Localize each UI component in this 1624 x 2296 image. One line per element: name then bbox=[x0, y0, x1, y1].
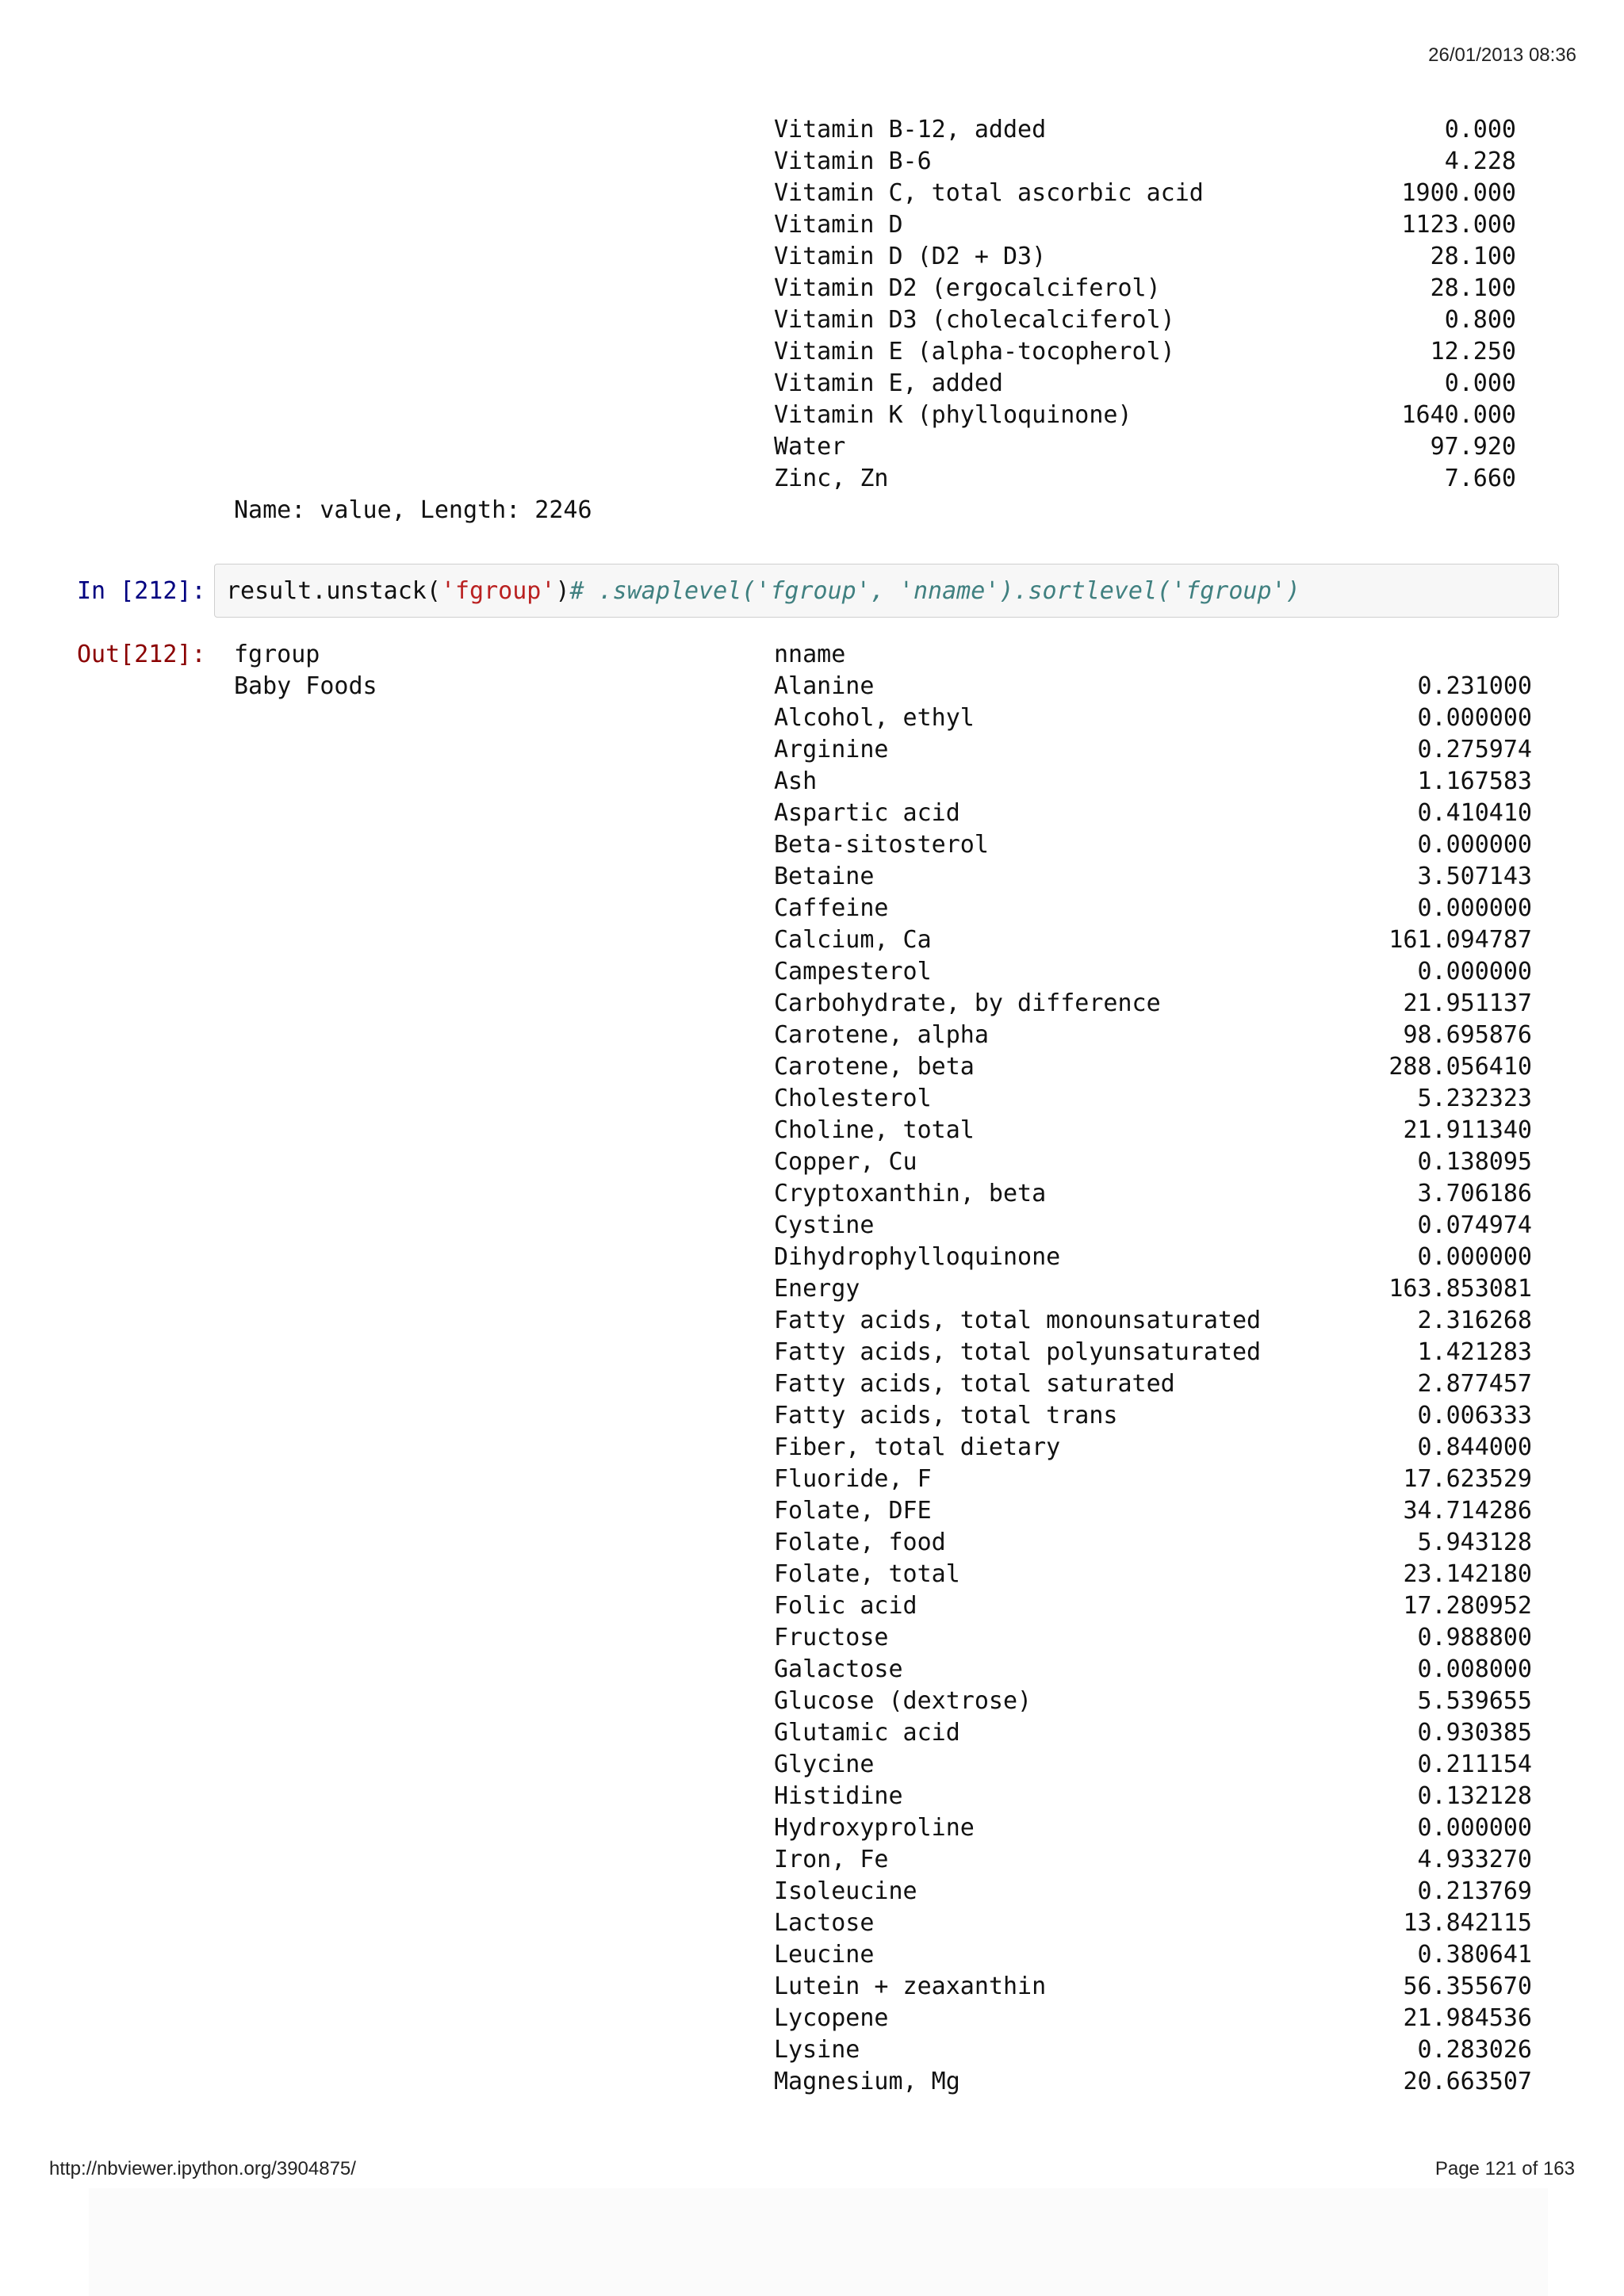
row-value: 2.316268 bbox=[1417, 1307, 1532, 1334]
row-value: 7.660 bbox=[1444, 465, 1516, 492]
print-timestamp: 26/01/2013 08:36 bbox=[1428, 44, 1576, 66]
row-value: 0.380641 bbox=[1417, 1941, 1532, 1969]
code-call: result.unstack( bbox=[226, 577, 441, 605]
row-value: 3.507143 bbox=[1417, 863, 1532, 890]
code-string-arg: 'fgroup' bbox=[440, 577, 556, 605]
row-name: Vitamin K (phylloquinone) bbox=[774, 401, 1132, 429]
row-value: 0.008000 bbox=[1417, 1655, 1532, 1683]
row-value: 1.167583 bbox=[1417, 767, 1532, 795]
row-name: Fatty acids, total trans bbox=[774, 1402, 1118, 1429]
row-value: 0.930385 bbox=[1417, 1719, 1532, 1747]
row-name: Carotene, beta bbox=[774, 1053, 975, 1081]
row-value: 20.663507 bbox=[1403, 2068, 1532, 2095]
code-comment: # .swaplevel('fgroup', 'nname').sortlevel('fgroup') bbox=[569, 577, 1300, 605]
row-value: 17.623529 bbox=[1403, 1465, 1532, 1493]
row-value: 4.933270 bbox=[1417, 1846, 1532, 1873]
row-value: 4.228 bbox=[1444, 147, 1516, 175]
row-name: Alcohol, ethyl bbox=[774, 704, 975, 732]
row-name: Vitamin D (D2 + D3) bbox=[774, 243, 1047, 270]
row-name: Betaine bbox=[774, 863, 875, 890]
row-name: Fiber, total dietary bbox=[774, 1433, 1061, 1461]
row-name: Beta-sitosterol bbox=[774, 831, 989, 859]
row-value: 0.000 bbox=[1444, 116, 1516, 144]
row-value: 21.984536 bbox=[1403, 2004, 1532, 2032]
row-name: Campesterol bbox=[774, 958, 932, 985]
row-value: 1.421283 bbox=[1417, 1338, 1532, 1366]
row-value: 0.000000 bbox=[1417, 831, 1532, 859]
row-name: Glycine bbox=[774, 1751, 875, 1778]
row-name: Aspartic acid bbox=[774, 799, 960, 827]
row-value: 21.951137 bbox=[1403, 989, 1532, 1017]
row-name: Fatty acids, total saturated bbox=[774, 1370, 1175, 1398]
row-value: 13.842115 bbox=[1403, 1909, 1532, 1937]
row-name: Vitamin E, added bbox=[774, 369, 1003, 397]
row-name: Alanine bbox=[774, 672, 875, 700]
row-value: 0.074974 bbox=[1417, 1211, 1532, 1239]
row-value: 2.877457 bbox=[1417, 1370, 1532, 1398]
row-name: Hydroxyproline bbox=[774, 1814, 975, 1842]
row-name: Carotene, alpha bbox=[774, 1021, 989, 1049]
row-value: 12.250 bbox=[1430, 338, 1516, 365]
row-value: 28.100 bbox=[1430, 243, 1516, 270]
row-name: Cystine bbox=[774, 1211, 875, 1239]
row-value: 0.231000 bbox=[1417, 672, 1532, 700]
row-name: Histidine bbox=[774, 1782, 903, 1810]
group-label: Baby Foods bbox=[234, 672, 377, 700]
row-name: Vitamin B-12, added bbox=[774, 116, 1047, 144]
row-value: 3.706186 bbox=[1417, 1180, 1532, 1207]
footer-url[interactable]: http://nbviewer.ipython.org/3904875/ bbox=[49, 2158, 356, 2179]
row-name: Folate, total bbox=[774, 1560, 960, 1588]
index-header-nname: nname bbox=[774, 641, 846, 668]
row-name: Lysine bbox=[774, 2036, 860, 2064]
row-name: Vitamin D bbox=[774, 211, 903, 239]
row-name: Copper, Cu bbox=[774, 1148, 917, 1176]
row-name: Vitamin E (alpha-tocopherol) bbox=[774, 338, 1175, 365]
row-name: Calcium, Ca bbox=[774, 926, 932, 954]
row-name: Folic acid bbox=[774, 1592, 917, 1620]
row-name: Glutamic acid bbox=[774, 1719, 960, 1747]
row-value: 163.853081 bbox=[1388, 1275, 1532, 1303]
input-prompt: In [212]: bbox=[77, 577, 206, 605]
row-name: Vitamin B-6 bbox=[774, 147, 932, 175]
index-header-fgroup: fgroup bbox=[234, 641, 320, 668]
row-name: Folate, DFE bbox=[774, 1497, 932, 1525]
row-name: Zinc, Zn bbox=[774, 465, 889, 492]
row-name: Galactose bbox=[774, 1655, 903, 1683]
row-value: 1123.000 bbox=[1401, 211, 1516, 239]
row-name: Fluoride, F bbox=[774, 1465, 932, 1493]
row-value: 5.232323 bbox=[1417, 1085, 1532, 1112]
code-close-paren: ) bbox=[555, 577, 570, 605]
row-value: 21.911340 bbox=[1403, 1116, 1532, 1144]
row-value: 0.213769 bbox=[1417, 1877, 1532, 1905]
code-input-cell[interactable] bbox=[214, 564, 1559, 618]
series-length-footer: Name: value, Length: 2246 bbox=[234, 496, 592, 524]
row-value: 28.100 bbox=[1430, 274, 1516, 302]
row-name: Energy bbox=[774, 1275, 860, 1303]
row-value: 1640.000 bbox=[1401, 401, 1516, 429]
row-value: 0.988800 bbox=[1417, 1624, 1532, 1651]
row-value: 0.000000 bbox=[1417, 958, 1532, 985]
footer-page-number: Page 121 of 163 bbox=[1434, 2158, 1575, 2179]
row-value: 0.275974 bbox=[1417, 736, 1532, 763]
row-value: 0.410410 bbox=[1417, 799, 1532, 827]
row-value: 0.138095 bbox=[1417, 1148, 1532, 1176]
row-name: Fatty acids, total polyunsaturated bbox=[774, 1338, 1262, 1366]
page-bottom-shade bbox=[89, 2188, 1548, 2296]
row-value: 0.211154 bbox=[1417, 1751, 1532, 1778]
row-value: 0.000000 bbox=[1417, 1243, 1532, 1271]
row-name: Lactose bbox=[774, 1909, 875, 1937]
row-name: Iron, Fe bbox=[774, 1846, 889, 1873]
row-name: Vitamin D3 (cholecalciferol) bbox=[774, 306, 1175, 334]
row-value: 98.695876 bbox=[1403, 1021, 1532, 1049]
row-name: Carbohydrate, by difference bbox=[774, 989, 1161, 1017]
row-value: 0.000 bbox=[1444, 369, 1516, 397]
row-value: 97.920 bbox=[1430, 433, 1516, 461]
row-name: Ash bbox=[774, 767, 818, 795]
row-value: 0.000000 bbox=[1417, 894, 1532, 922]
row-value: 56.355670 bbox=[1403, 1973, 1532, 2000]
output-prompt: Out[212]: bbox=[77, 641, 206, 668]
row-value: 5.943128 bbox=[1417, 1529, 1532, 1556]
row-name: Vitamin D2 (ergocalciferol) bbox=[774, 274, 1161, 302]
row-value: 0.800 bbox=[1444, 306, 1516, 334]
row-name: Caffeine bbox=[774, 894, 889, 922]
row-value: 0.132128 bbox=[1417, 1782, 1532, 1810]
row-name: Fatty acids, total monounsaturated bbox=[774, 1307, 1262, 1334]
row-value: 23.142180 bbox=[1403, 1560, 1532, 1588]
row-name: Cryptoxanthin, beta bbox=[774, 1180, 1047, 1207]
code-line[interactable] bbox=[226, 576, 1300, 607]
row-value: 17.280952 bbox=[1403, 1592, 1532, 1620]
row-name: Fructose bbox=[774, 1624, 889, 1651]
row-value: 0.000000 bbox=[1417, 704, 1532, 732]
row-name: Lutein + zeaxanthin bbox=[774, 1973, 1047, 2000]
row-name: Water bbox=[774, 433, 846, 461]
row-name: Cholesterol bbox=[774, 1085, 932, 1112]
row-name: Lycopene bbox=[774, 2004, 889, 2032]
row-name: Magnesium, Mg bbox=[774, 2068, 960, 2095]
row-name: Choline, total bbox=[774, 1116, 975, 1144]
row-name: Leucine bbox=[774, 1941, 875, 1969]
row-name: Dihydrophylloquinone bbox=[774, 1243, 1061, 1271]
row-value: 161.094787 bbox=[1388, 926, 1532, 954]
row-value: 0.283026 bbox=[1417, 2036, 1532, 2064]
row-name: Vitamin C, total ascorbic acid bbox=[774, 179, 1204, 207]
row-value: 288.056410 bbox=[1388, 1053, 1532, 1081]
row-name: Arginine bbox=[774, 736, 889, 763]
row-value: 1900.000 bbox=[1401, 179, 1516, 207]
row-value: 0.844000 bbox=[1417, 1433, 1532, 1461]
row-name: Glucose (dextrose) bbox=[774, 1687, 1032, 1715]
row-value: 0.000000 bbox=[1417, 1814, 1532, 1842]
row-value: 34.714286 bbox=[1403, 1497, 1532, 1525]
row-value: 0.006333 bbox=[1417, 1402, 1532, 1429]
row-value: 5.539655 bbox=[1417, 1687, 1532, 1715]
row-name: Isoleucine bbox=[774, 1877, 917, 1905]
row-name: Folate, food bbox=[774, 1529, 946, 1556]
